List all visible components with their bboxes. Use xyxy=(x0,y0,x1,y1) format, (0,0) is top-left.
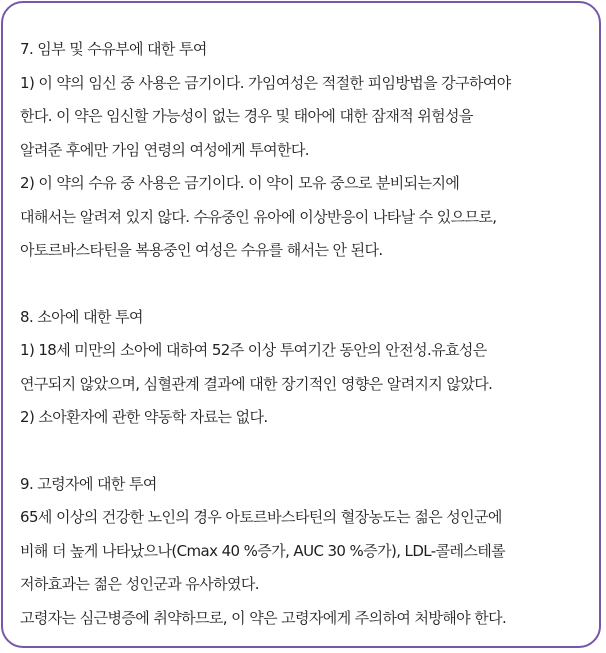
paragraph-line: 아토르바스타틴을 복용중인 여성은 수유를 해서는 안 된다. xyxy=(20,241,383,259)
paragraph-line: 2) 소아환자에 관한 약동학 자료는 없다. xyxy=(20,408,268,426)
paragraph-line: 대해서는 알려져 있지 않다. 수유중인 유아에 이상반응이 나타날 수 있으므로, xyxy=(20,207,497,226)
section-pregnancy-lactation xyxy=(20,33,589,268)
section-heading: 7. 임부 및 수유부에 대한 투여 xyxy=(20,40,207,58)
paragraph-line: 한다. 이 약은 임신할 가능성이 없는 경우 및 태아에 대한 잠재적 위험성을 xyxy=(20,107,473,125)
document-body xyxy=(20,33,589,635)
section-heading: 8. 소아에 대한 투여 xyxy=(20,307,143,326)
paragraph-line: 2) 이 약의 수유 중 사용은 금기이다. 이 약이 모유 중으로 분비되는지에 xyxy=(20,174,460,192)
paragraph-line: 연구되지 않았으며, 심혈관계 결과에 대한 장기적인 영향은 알려지지 않았다. xyxy=(20,374,493,393)
paragraph-line: 저하효과는 젊은 성인군과 유사하였다. xyxy=(20,575,259,593)
section-elderly xyxy=(20,468,589,636)
paragraph-line: 비해 더 높게 나타났으나(Cmax 40 %증가, AUC 30 %증가), LDL-콜레스테롤 xyxy=(20,541,506,560)
paragraph-line: 1) 18세 미만의 소아에 대하여 52주 이상 투여기간 동안의 안전성.유효성은 xyxy=(20,341,487,359)
paragraph-line: 고령자는 심근병증에 취약하므로, 이 약은 고령자에게 주의하여 처방해야 한다. xyxy=(20,608,507,627)
paragraph-line: 알려준 후에만 가임 연령의 여성에게 투여한다. xyxy=(20,140,309,159)
section-heading: 9. 고령자에 대한 투여 xyxy=(20,474,157,493)
paragraph-line: 65세 이상의 건강한 노인의 경우 아토르바스타틴의 혈장농도는 젊은 성인군에 xyxy=(20,508,502,526)
section-pediatric xyxy=(20,301,589,435)
paragraph-line: 1) 이 약의 임신 중 사용은 금기이다. 가임여성은 적절한 피임방법을 강구하여야 xyxy=(20,73,511,92)
document-card xyxy=(1,1,601,648)
